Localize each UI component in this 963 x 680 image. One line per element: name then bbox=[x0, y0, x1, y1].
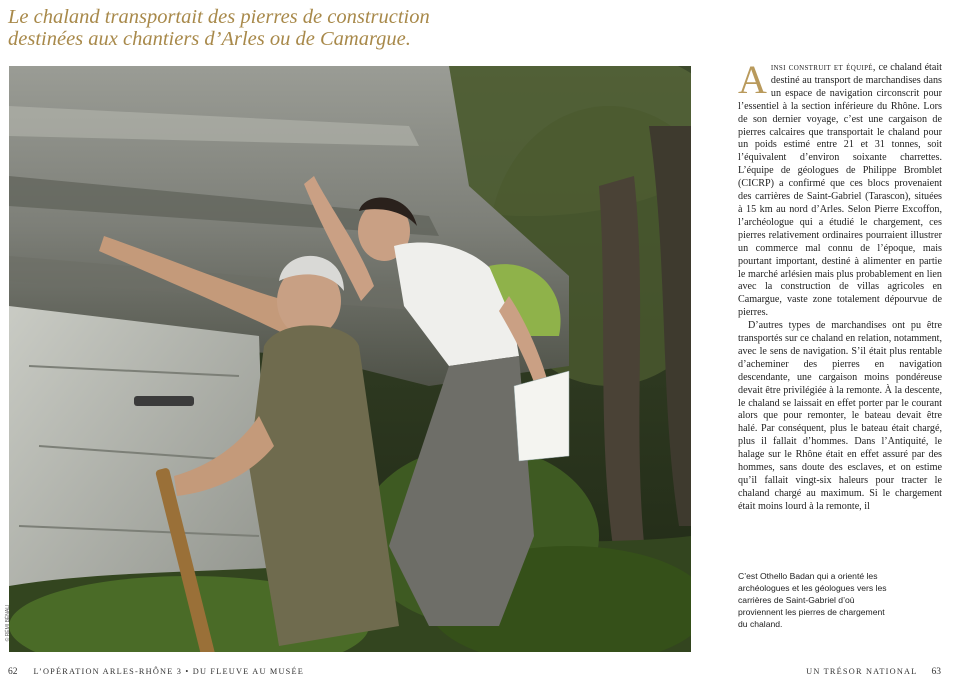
dropcap: A bbox=[738, 57, 767, 102]
headline-line-2: destinées aux chantiers d’Arles ou de Camargue. bbox=[8, 28, 411, 50]
folio-left bbox=[8, 667, 304, 677]
lead-smallcaps: insi construit et équipé, bbox=[770, 62, 876, 73]
headline bbox=[8, 6, 568, 50]
folio-right bbox=[806, 667, 941, 677]
photo-credit: © RÉMI BÉNALI bbox=[5, 604, 11, 642]
article-paragraph-2: D’autres types de marchandises ont pu être transportés sur ce chaland en relation, notamment, avec le sens de navigation. S’il était plus rentable d’acheminer des pierres en navigation descendante, une cargaison moins pondéreuse devait être privilégiée à la remonte. À la descente, le chaland se laissait en effet porter par le courant alors que pour remonter, le bateau devait être halé. Par conséquent, plus le bateau était chargé, plus il fallait d’hommes. Dans l’Antiquité, le halage sur le Rhône était en effet assuré par des hommes, sans doute des esclaves, et on estime qu’il fallait vingt-six haleurs pour tracter le chaland chargé au maximum. Si le chargement était moins lourd à la remonte, il bbox=[738, 320, 942, 512]
paragraph-1-text: ce chaland était destiné au transport de marchandises dans un espace de navigation circonscrit pour l’essentiel à la section inférieure du Rhône. Lors de son dernier voyage, c’est une cargaison de pierres calcaires que transportait le chaland pour un poids estimé entre 21 et 31 tonnes, soit l’équivalent d’environ soixante charrettes. L’équipe de géologues de Philippe Bromblet (CICRP) a confirmé que ces blocs provenaient des carrières de Saint-Gabriel (Tarascon), situées à 15 km au nord d’Arles. Selon Pierre Excoffon, l’archéologue qui a étudié le chargement, ces pierres relativement ordinaires pourraient illustrer un commerce mal connu de l’époque, mais pourtant important, destiné à alimenter en partie le marché arlésien mais plus probablement en lien avec la construction de villas agricoles en Camargue, vaste zone totalement dépourvue de pierres. bbox=[738, 62, 942, 319]
geologists-examining-limestone-quarry-photo bbox=[9, 66, 691, 652]
running-title-right: UN TRÉSOR NATIONAL bbox=[806, 667, 918, 676]
running-title-left: L’OPÉRATION ARLES-RHÔNE 3 • DU FLEUVE AU MUSÉE bbox=[33, 667, 305, 676]
page-number-left: 62 bbox=[8, 667, 18, 677]
article-paragraph-1 bbox=[738, 57, 942, 320]
headline-line-1: Le chaland transportait des pierres de construction bbox=[8, 6, 430, 28]
page-number-right: 63 bbox=[931, 667, 941, 677]
article-body bbox=[738, 57, 942, 514]
photo-caption: C’est Othello Badan qui a orienté les archéologues et les géologues vers les carrières de Saint-Gabriel d’où proviennent les pierres de chargement du chaland. bbox=[738, 571, 887, 629]
